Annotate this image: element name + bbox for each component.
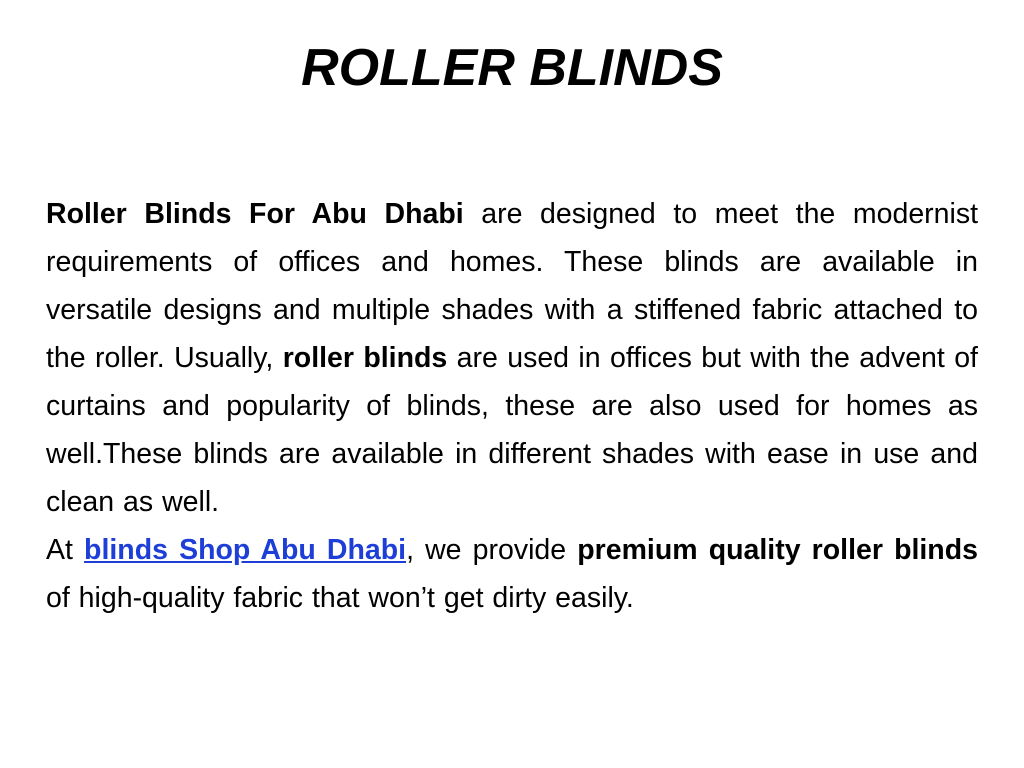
body-text-3: At	[46, 534, 85, 566]
body-text-4: , we provide	[406, 534, 578, 566]
body-text-1: are designed to meet the modernist requirements of offices and homes. These blinds are available in versatile designs and multiple shades with a stiffened fabric attached to the roller. Usually,	[46, 198, 979, 374]
blinds-shop-link[interactable]: blinds Shop Abu Dhabi	[84, 534, 407, 566]
slide-title: ROLLER BLINDS	[301, 39, 723, 97]
bold-phrase-roller-blinds: roller blinds	[282, 342, 448, 374]
bold-phrase-roller-blinds-abu-dhabi: Roller Blinds For Abu Dhabi	[46, 198, 464, 230]
body-paragraph	[46, 190, 978, 622]
bold-phrase-premium-quality: premium quality roller blinds	[577, 534, 978, 566]
body-text-5: of high-quality fabric that won’t get dirty easily.	[46, 582, 634, 614]
body-text-2: are used in offices but with the advent of curtains and popularity of blinds, these are also used for homes as well.These blinds are available in different shades with ease in use and clean as well.	[46, 342, 978, 518]
